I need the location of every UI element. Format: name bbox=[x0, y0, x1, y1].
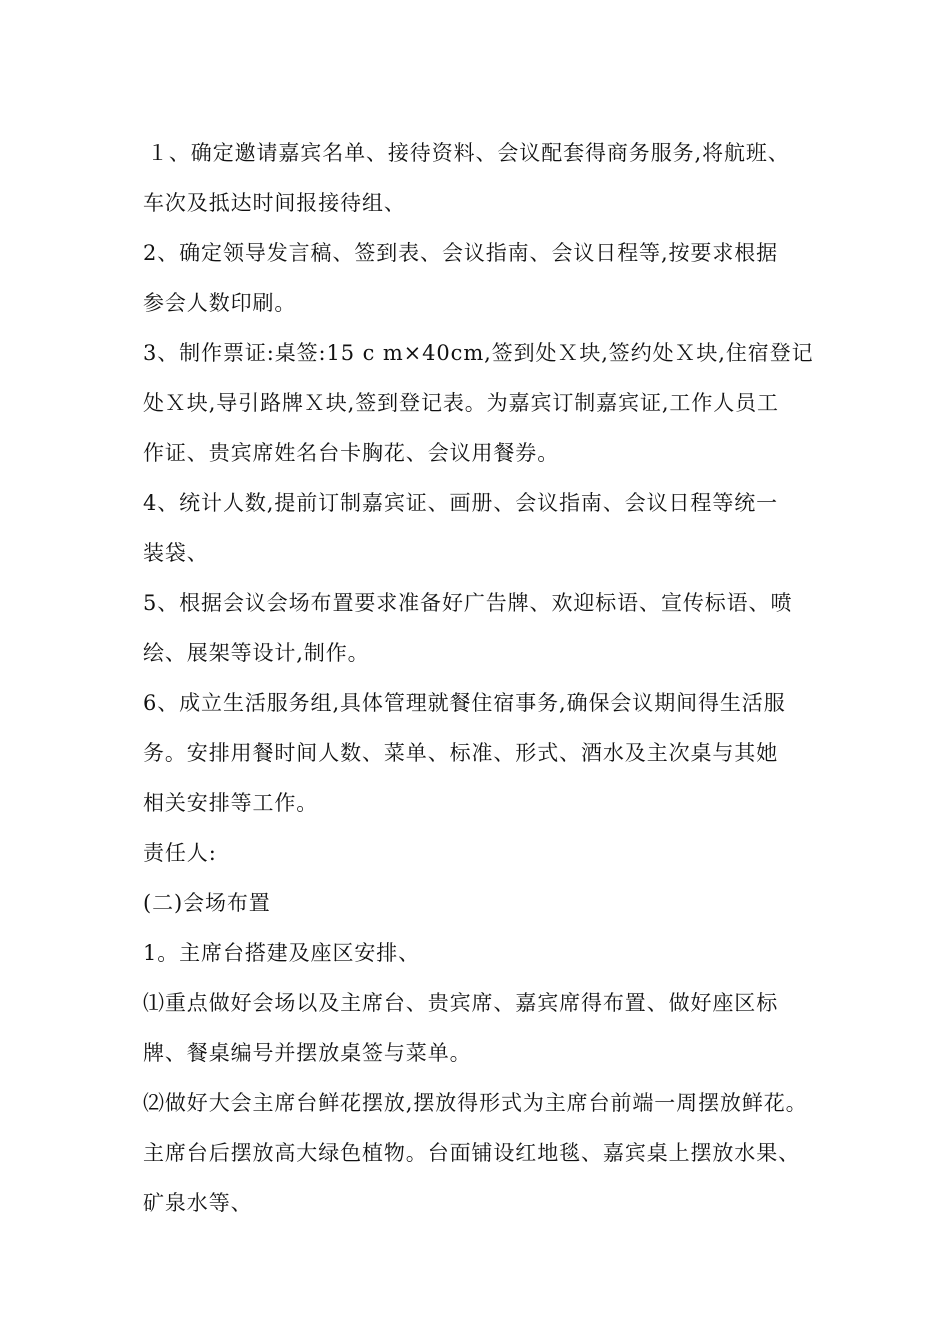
paragraph-line: 牌、餐桌编号并摆放桌签与菜单。 bbox=[143, 1041, 472, 1065]
paragraph-line: 作证、贵宾席姓名台卡胸花、会议用餐券。 bbox=[143, 441, 560, 465]
section-heading: (二)会场布置 bbox=[143, 891, 271, 915]
paragraph-line: 务。安排用餐时间人数、菜单、标准、形式、酒水及主次桌与其她 bbox=[143, 741, 779, 765]
paragraph-line: 相关安排等工作。 bbox=[143, 791, 319, 815]
paragraph-line: 4、统计人数,提前订制嘉宾证、画册、会议指南、会议日程等统一 bbox=[143, 491, 779, 515]
subsection-heading: 1。主席台搭建及座区安排、 bbox=[143, 941, 421, 965]
responsible-person-label: 责任人: bbox=[143, 841, 217, 865]
paragraph-line: 2、确定领导发言稿、签到表、会议指南、会议日程等,按要求根据 bbox=[143, 241, 779, 265]
paragraph-line: 主席台后摆放高大绿色植物。台面铺设红地毯、嘉宾桌上摆放水果、 bbox=[143, 1141, 800, 1165]
paragraph-line: １、确定邀请嘉宾名单、接待资料、会议配套得商务服务,将航班、 bbox=[147, 141, 790, 165]
paragraph-line: 绘、展架等设计,制作。 bbox=[143, 641, 370, 665]
paragraph-line: 车次及抵达时间报接待组、 bbox=[143, 191, 406, 215]
paragraph-line: 处Ｘ块,导引路牌Ｘ块,签到登记表。为嘉宾订制嘉宾证,工作人员工 bbox=[143, 391, 779, 415]
document-body bbox=[143, 128, 823, 1228]
paragraph-line: ⑴重点做好会场以及主席台、贵宾席、嘉宾席得布置、做好座区标 bbox=[143, 991, 779, 1015]
paragraph-line: 6、成立生活服务组,具体管理就餐住宿事务,确保会议期间得生活服 bbox=[143, 691, 786, 715]
paragraph-line: 矿泉水等、 bbox=[143, 1191, 253, 1215]
paragraph-line: 装袋、 bbox=[143, 541, 209, 565]
paragraph-line: 参会人数印刷。 bbox=[143, 291, 297, 315]
paragraph-line: 5、根据会议会场布置要求准备好广告牌、欢迎标语、宣传标语、喷 bbox=[143, 591, 793, 615]
paragraph-line: ⑵做好大会主席台鲜花摆放,摆放得形式为主席台前端一周摆放鲜花。 bbox=[143, 1091, 808, 1115]
paragraph-line: 3、制作票证:桌签:15 c m×40cm,签到处Ｘ块,签约处Ｘ块,住宿登记 bbox=[143, 341, 814, 365]
